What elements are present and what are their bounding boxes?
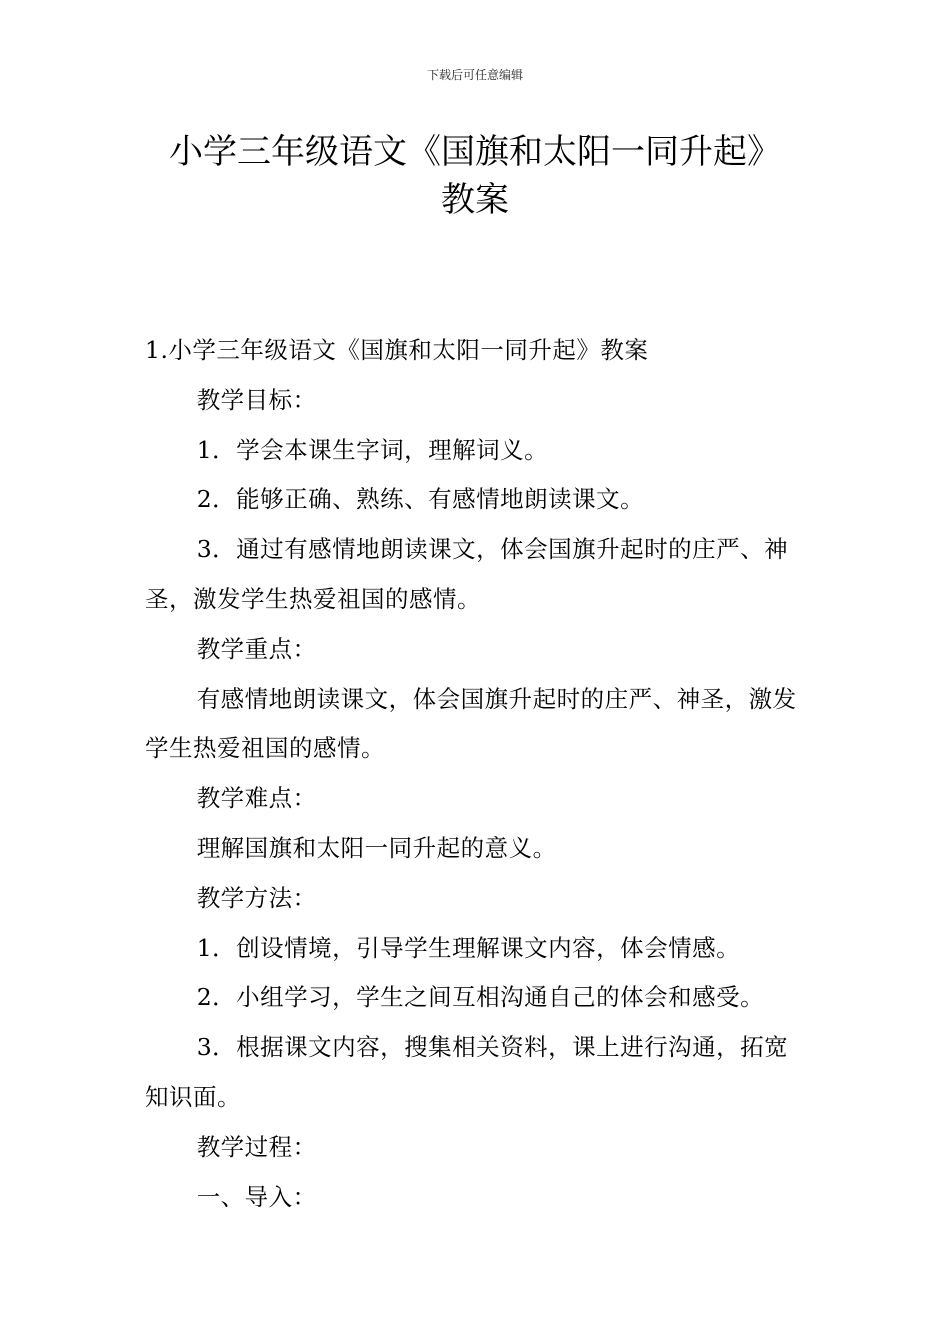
objective-item: 2．能够正确、熟练、有感情地朗读课文。 xyxy=(196,485,645,514)
difficulties-text: 理解国旗和太阳一同升起的意义。 xyxy=(196,833,557,862)
title-line-1: 小学三年级语文《国旗和太阳一同升起》 xyxy=(169,132,781,172)
document-title xyxy=(100,128,850,224)
key-points-text: 有感情地朗读课文，体会国旗升起时的庄严、神圣，激发学生热爱祖国的感情。 xyxy=(145,684,797,763)
subheading-methods: 教学方法： xyxy=(196,883,317,912)
objective-item: 1．学会本课生字词，理解词义。 xyxy=(196,435,549,464)
subheading-process: 教学过程： xyxy=(196,1132,317,1161)
method-item: 3．根据课文内容，搜集相关资料，课上进行沟通，拓宽知识面。 xyxy=(145,1033,789,1111)
document-body xyxy=(145,326,810,1222)
method-item: 1．创设情境，引导学生理解课文内容，体会情感。 xyxy=(196,933,741,962)
subheading-key-points: 教学重点： xyxy=(196,634,317,663)
process-step: 一、导入： xyxy=(196,1182,317,1211)
section-heading: 1.小学三年级语文《国旗和太阳一同升起》教案 xyxy=(145,336,649,364)
header-note: 下载后可任意编辑 xyxy=(426,68,523,82)
subheading-objectives: 教学目标： xyxy=(196,385,317,414)
subheading-difficulties: 教学难点： xyxy=(196,784,317,813)
method-item: 2．小组学习，学生之间互相沟通自己的体会和感受。 xyxy=(196,983,765,1012)
title-line-2: 教案 xyxy=(441,180,509,220)
objective-item: 3．通过有感情地朗读课文，体会国旗升起时的庄严、神圣，激发学生热爱祖国的感情。 xyxy=(145,535,789,613)
